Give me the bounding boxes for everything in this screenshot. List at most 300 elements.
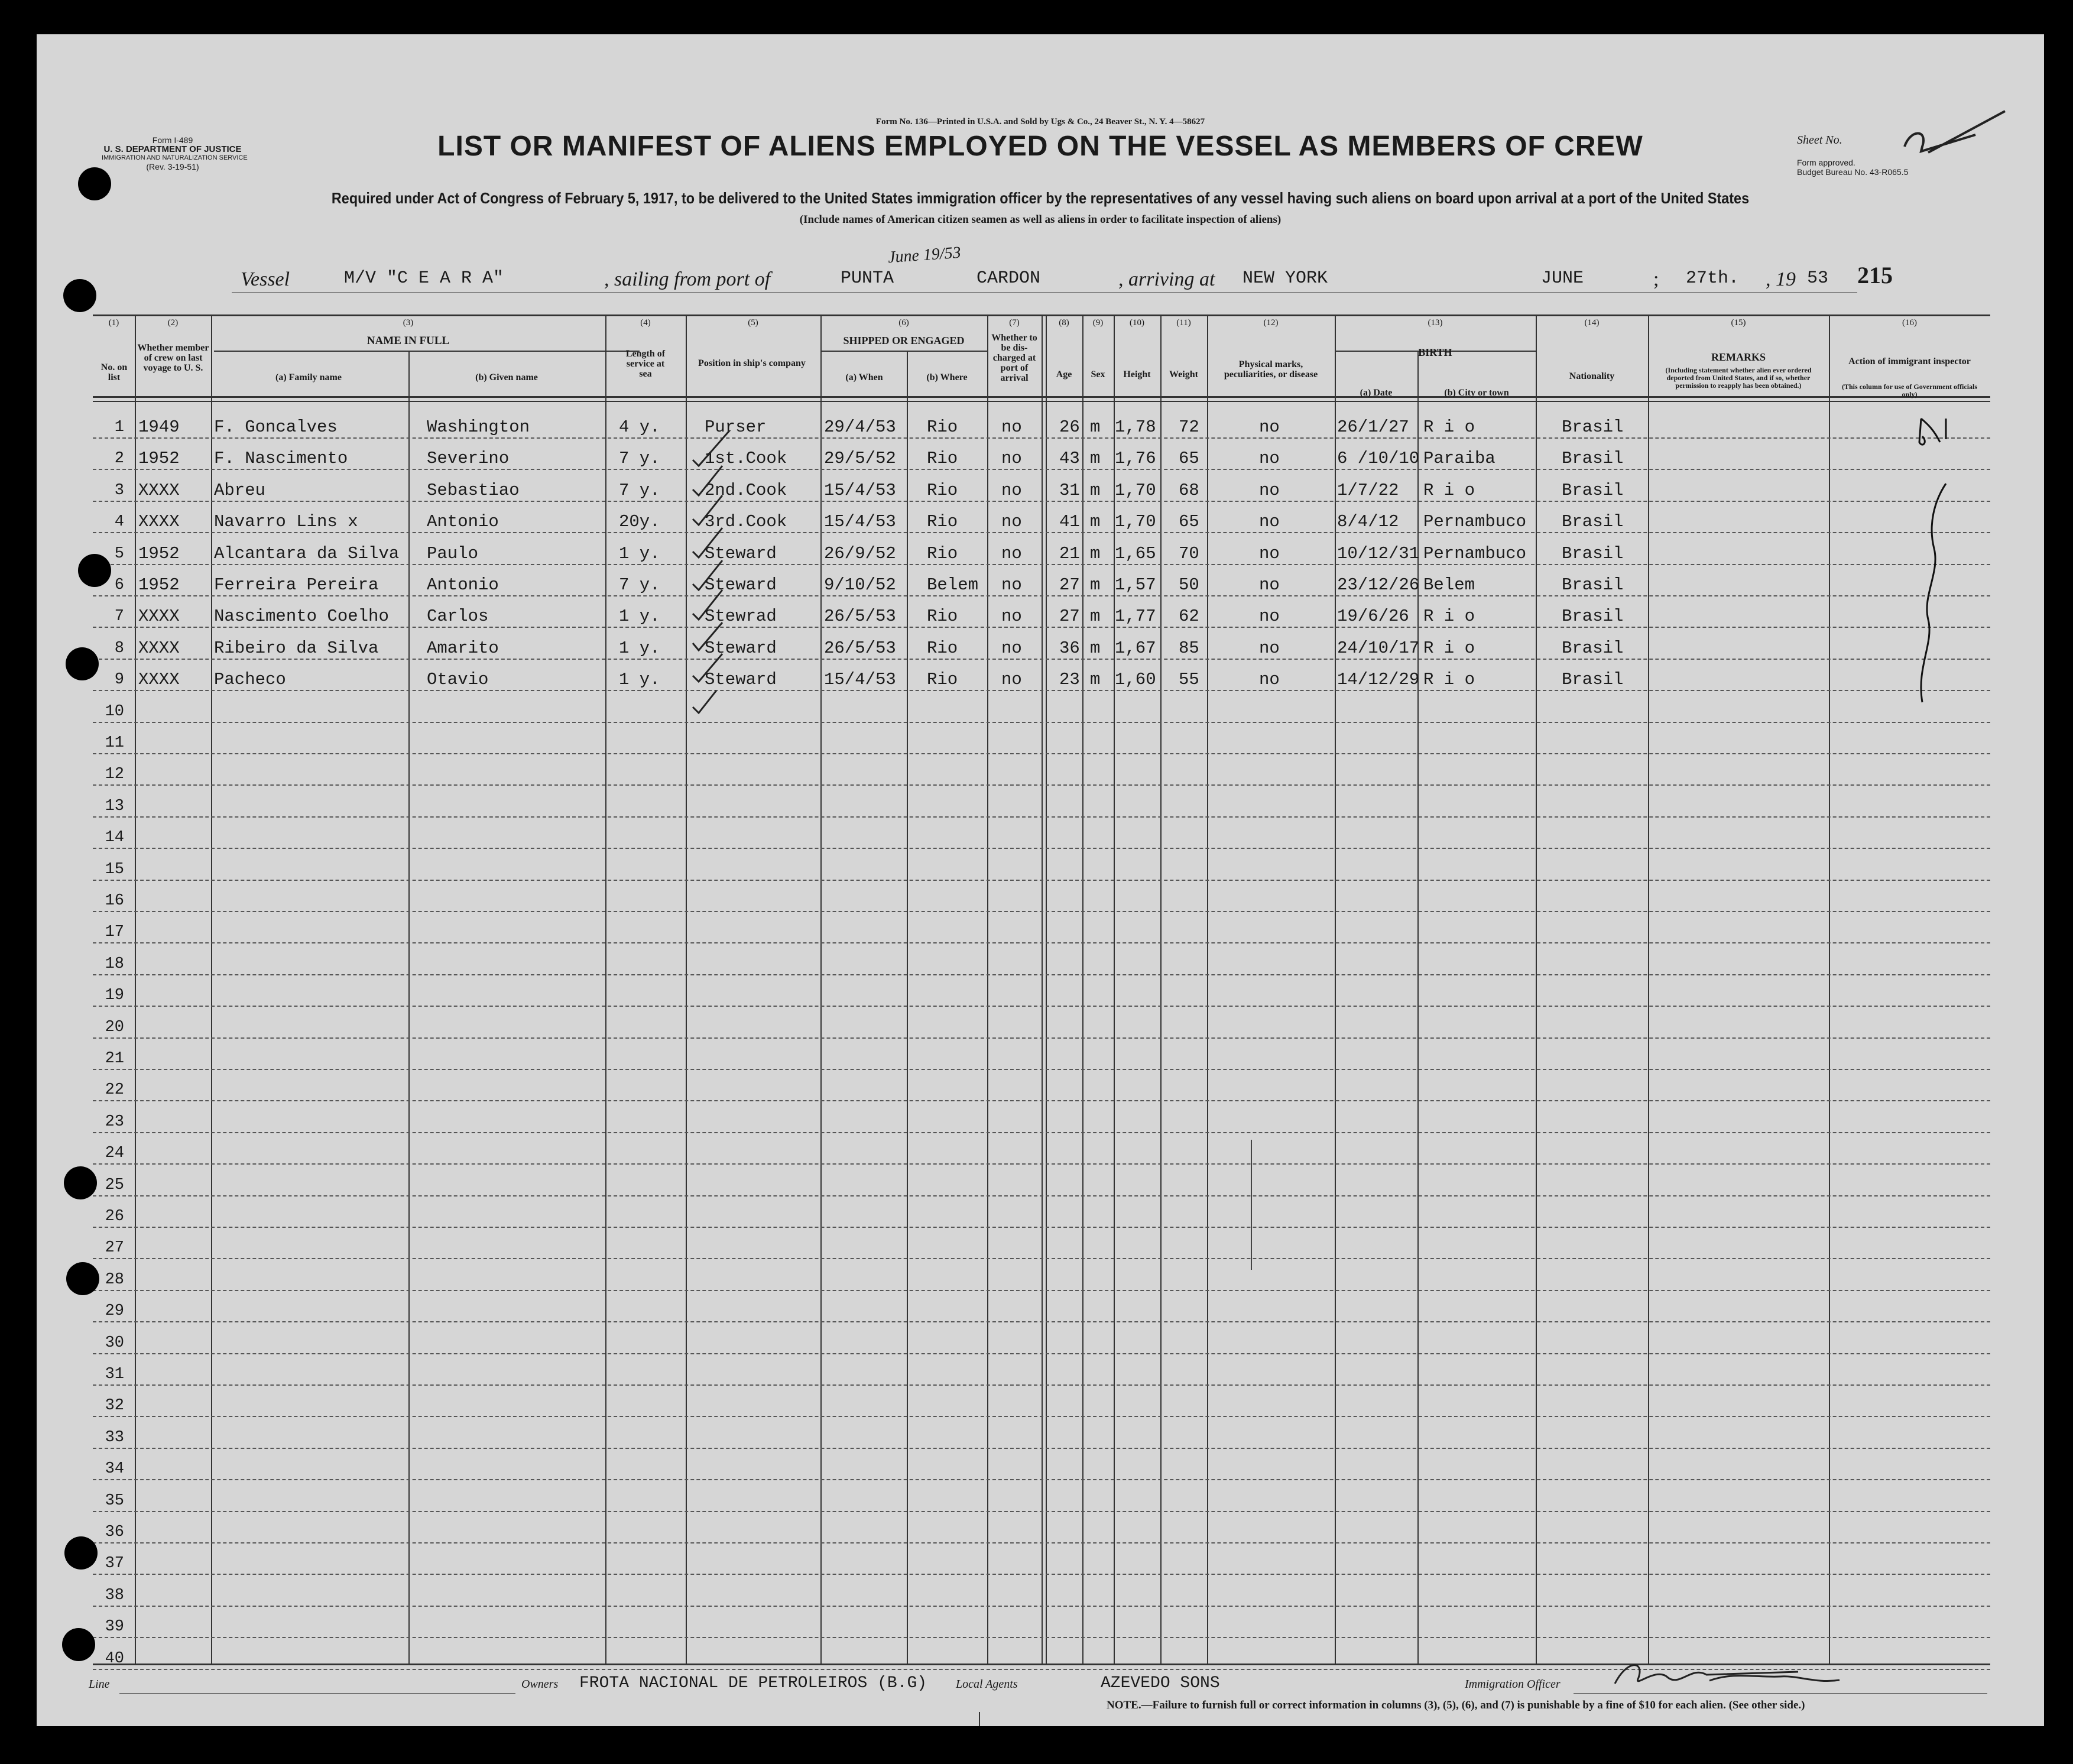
col-line-3 [605,314,606,1664]
header-action-note: (This column for use of Government officials only) [1841,382,1978,398]
shipped-when-cell: 29/4/53 [824,417,896,437]
sex-cell: m [1090,638,1101,658]
row-number: 38 [105,1586,124,1604]
position-cell: 3rd.Cook [705,512,787,532]
birth-city-cell: Paraiba [1423,449,1495,469]
shipped-where-cell: Belem [927,575,979,595]
col-line-14 [1648,314,1649,1664]
shipped-when-cell: 29/5/52 [824,449,896,469]
row-ruling [93,1479,1990,1480]
nationality-cell: Brasil [1562,670,1624,690]
row-ruling [93,1321,1990,1322]
col-line-5 [820,314,822,1664]
row-number: 29 [105,1302,124,1321]
service-length-cell: 1 y. [619,543,660,563]
shipped-where-cell: Rio [927,512,958,532]
page-title: LIST OR MANIFEST OF ALIENS EMPLOYED ON THE VESSEL AS MEMBERS OF CREW [437,131,1643,162]
weight-cell: 62 [1179,607,1199,627]
age-cell: 36 [1059,638,1080,658]
manifest-sheet [37,34,2044,1726]
height-cell: 1,78 [1115,417,1156,437]
given-name-cell: Paulo [427,543,479,563]
service-length-cell: 1 y. [619,670,660,690]
row-ruling [93,1006,1990,1007]
colnum-14: (14) [1584,318,1600,327]
last-voyage-cell: XXXX [138,638,180,658]
footer-note: NOTE.—Failure to furnish full or correct information in columns (3), (5), (6), and (7) is punishable by a fine of $10 for each alien. (See other side.) [1107,1699,1805,1711]
row-number: 40 [105,1649,124,1668]
shipped-when-cell: 15/4/53 [824,512,896,532]
col-line-7 [1042,314,1043,1664]
row-number: 16 [105,892,124,910]
footer-agents: AZEVEDO SONS [1101,1674,1220,1692]
physical-marks-cell: no [1259,480,1280,500]
row-ruling [93,816,1990,818]
sex-cell: m [1090,575,1101,595]
birth-date-cell: 26/1/27 [1337,417,1409,437]
colnum-9: (9) [1092,318,1104,327]
vessel-underline [232,292,1857,293]
family-name-cell: Nascimento Coelho [214,607,389,627]
discharged-cell: no [1001,480,1022,500]
header-shipped-engaged: SHIPPED OR ENGAGED [843,335,965,346]
shipped-when-cell: 26/5/53 [824,607,896,627]
shipped-where-cell: Rio [927,417,958,437]
birth-date-cell: 8/4/12 [1337,512,1399,532]
birth-city-cell: Pernambuco [1423,543,1527,563]
row-ruling [93,1163,1990,1165]
discharged-cell: no [1001,638,1022,658]
family-name-cell: Pacheco [214,670,286,690]
shipped-when-cell: 15/4/53 [824,670,896,690]
age-cell: 43 [1059,449,1080,469]
header-height: Height [1123,369,1151,380]
row-ruling [93,1290,1990,1291]
header-where: (b) Where [926,372,968,382]
birth-date-cell: 6 /10/10 [1337,449,1420,469]
colnum-2: (2) [167,318,179,327]
discharged-cell: no [1001,575,1022,595]
row-number: 17 [105,923,124,942]
col-line-11 [1207,314,1208,1664]
nationality-cell: Brasil [1562,417,1624,437]
header-last-voyage: Whether member of crew on last voyage to U. S. [137,343,209,373]
form-approved: Form approved. [1797,158,1855,167]
row-ruling [93,1100,1990,1101]
row-number: 35 [105,1491,124,1510]
weight-cell: 50 [1179,575,1199,595]
weight-cell: 65 [1179,449,1199,469]
family-name-cell: Abreu [214,480,266,500]
footer-officer-label: Immigration Officer [1465,1678,1561,1691]
sex-cell: m [1090,670,1101,690]
colnum-16: (16) [1902,318,1917,327]
row-number: 25 [105,1176,124,1194]
birth-city-cell: R i o [1423,638,1475,658]
row-number: 30 [105,1334,124,1352]
row-ruling [93,753,1990,754]
row-number: 9 [114,671,124,689]
given-name-cell: Severino [427,449,510,469]
officer-signature [1603,1654,1851,1695]
header-weight: Weight [1169,369,1198,380]
weight-cell: 72 [1179,417,1199,437]
birth-city-cell: R i o [1423,480,1475,500]
shipped-when-cell: 26/9/52 [824,543,896,563]
row-ruling [93,911,1990,912]
row-number: 13 [105,797,124,815]
sex-cell: m [1090,449,1101,469]
header-sex: Sex [1091,369,1105,380]
row-ruling [93,437,1990,439]
sex-cell: m [1090,607,1101,627]
header-birth-date: (a) Date [1360,388,1393,398]
print-line: Form No. 136—Printed in U.S.A. and Sold by Ugs & Co., 24 Beaver St., N. Y. 4—58627 [875,117,1205,127]
row-ruling [93,1195,1990,1196]
header-length-of-service: Length of service at sea [625,349,666,379]
colnum-8: (8) [1059,318,1069,327]
year-prefix: , 19 [1766,268,1796,290]
last-voyage-cell: 1949 [138,417,180,437]
colnum-12: (12) [1263,318,1279,327]
port-from-a: PUNTA [841,268,894,288]
arriving-label: , arriving at [1118,268,1215,290]
age-cell: 41 [1059,512,1080,532]
colnum-13: (13) [1428,318,1443,327]
row-ruling [93,1606,1990,1607]
check-marks [687,430,746,726]
height-cell: 1,57 [1115,575,1156,595]
birth-date-cell: 14/12/29 [1337,670,1420,690]
last-voyage-cell: 1952 [138,449,180,469]
row-ruling [93,1448,1990,1449]
shipped-where-cell: Rio [927,670,958,690]
row-number: 32 [105,1397,124,1415]
row-ruling [93,659,1990,660]
row-ruling [93,501,1990,502]
row-number: 2 [114,450,124,468]
row-number: 4 [114,513,124,531]
year-suffix: 53 [1807,268,1829,288]
row-ruling [93,974,1990,975]
given-name-cell: Otavio [427,670,489,690]
row-number: 31 [105,1366,124,1383]
physical-marks-cell: no [1259,638,1280,658]
age-cell: 26 [1059,417,1080,437]
last-voyage-cell: XXXX [138,480,180,500]
physical-marks-cell: no [1259,543,1280,563]
sex-cell: m [1090,417,1101,437]
sex-cell: m [1090,480,1101,500]
nationality-cell: Brasil [1562,638,1624,658]
birth-city-cell: R i o [1423,417,1475,437]
family-name-cell: Navarro Lins x [214,512,358,532]
semicolon: ; [1653,268,1659,290]
row-number: 7 [114,608,124,626]
birth-date-cell: 10/12/31 [1337,543,1420,563]
punch-hole [78,167,111,200]
age-cell: 21 [1059,543,1080,563]
birth-date-cell: 1/7/22 [1337,480,1399,500]
last-voyage-cell: 1952 [138,575,180,595]
header-physical-marks: Physical marks, peculiarities, or disease [1224,359,1318,380]
header-position: Position in ship's company [698,358,806,368]
birth-city-cell: R i o [1423,670,1475,690]
shipped-where-cell: Rio [927,449,958,469]
row-ruling [93,1353,1990,1354]
row-number: 37 [105,1555,124,1573]
birth-date-cell: 19/6/26 [1337,607,1409,627]
col-line-10 [1160,314,1162,1664]
position-cell: Steward [705,543,777,563]
punch-hole [64,1536,98,1570]
department-name: U. S. DEPARTMENT OF JUSTICE [103,144,242,154]
arrival-day: 27th. [1686,268,1740,288]
shipped-where-cell: Rio [927,638,958,658]
page-subtitle: Required under Act of Congress of February 5, 1917, to be delivered to the United States immigration officer by the representatives of any vessel having such aliens on board upon arrival at a port of the United States [331,189,1750,207]
header-nationality: Nationality [1569,371,1615,381]
sheet-label: Sheet No. [1797,134,1842,147]
given-name-cell: Carlos [427,607,489,627]
row-number: 23 [105,1113,124,1131]
form-revision: (Rev. 3-19-51) [146,162,199,171]
row-number: 11 [105,734,124,752]
row-number: 27 [105,1239,124,1257]
family-name-cell: F. Goncalves [214,417,338,437]
birth-date-cell: 23/12/26 [1337,575,1420,595]
physical-marks-cell: no [1259,512,1280,532]
inspector-scribble [1857,407,1964,726]
col-line-12 [1335,314,1336,1664]
row-ruling [93,690,1990,691]
row-ruling [93,627,1990,628]
col-line-3a [408,351,410,1664]
small-tick [979,1712,980,1726]
port-from-b: CARDON [977,268,1041,288]
colnum-3: (3) [403,318,414,327]
footer-owners: FROTA NACIONAL DE PETROLEIROS (B.G) [579,1674,927,1692]
sailing-label: , sailing from port of [604,268,771,290]
physical-marks-cell: no [1259,575,1280,595]
position-cell: Steward [705,575,777,595]
height-cell: 1,70 [1115,512,1156,532]
row-ruling [93,1384,1990,1386]
physical-marks-cell: no [1259,670,1280,690]
row-ruling [93,848,1990,849]
footer-agents-label: Local Agents [956,1678,1018,1691]
colnum-1: (1) [108,318,119,327]
row-number: 15 [105,860,124,878]
position-cell: Steward [705,670,777,690]
header-when: (a) When [845,372,883,382]
height-cell: 1,65 [1115,543,1156,563]
sheet-number-handwritten [1893,105,2011,158]
nationality-cell: Brasil [1562,480,1624,500]
age-cell: 27 [1059,575,1080,595]
row-ruling [93,532,1990,533]
header-name-in-full: NAME IN FULL [366,335,450,347]
discharged-cell: no [1001,670,1022,690]
service-length-cell: 7 y. [619,575,660,595]
col-line-7b [1046,314,1047,1664]
sex-cell: m [1090,543,1101,563]
row-number: 18 [105,955,124,973]
shipped-when-cell: 26/5/53 [824,638,896,658]
punch-hole [64,1166,97,1199]
budget-bureau: Budget Bureau No. 43-R065.5 [1797,167,1909,177]
footer-owners-label: Owners [521,1678,559,1691]
header-no-on-list: No. on list [100,362,128,382]
stray-pen-mark [1251,1140,1252,1270]
row-number: 21 [105,1050,124,1068]
birth-date-cell: 24/10/17 [1337,638,1420,658]
row-number: 8 [114,639,124,657]
row-number: 24 [105,1144,124,1163]
row-ruling [93,1637,1990,1638]
age-cell: 31 [1059,480,1080,500]
row-ruling [93,469,1990,470]
row-ruling [93,1542,1990,1543]
nationality-cell: Brasil [1562,575,1624,595]
punch-hole [62,1628,95,1661]
discharged-cell: no [1001,449,1022,469]
discharged-cell: no [1001,543,1022,563]
col-line-6a [907,351,908,1664]
height-cell: 1,60 [1115,670,1156,690]
header-remarks-note: (Including statement whether alien ever ordered deported from United States, and if so, whether permission to reapply has been obtained.) [1665,366,1812,390]
row-number: 5 [114,544,124,563]
shipped-where-cell: Rio [927,543,958,563]
colnum-7: (7) [1009,318,1020,327]
birth-city-cell: R i o [1423,607,1475,627]
row-ruling [93,1416,1990,1417]
given-name-cell: Antonio [427,512,499,532]
colnum-5: (5) [748,318,758,327]
form-id: Form I-489 [152,135,193,145]
physical-marks-cell: no [1259,607,1280,627]
row-ruling [93,722,1990,723]
arrival-month: JUNE [1541,268,1584,288]
family-name-cell: F. Nascimento [214,449,348,469]
service-length-cell: 7 y. [619,480,660,500]
row-number: 36 [105,1523,124,1541]
header-discharged: Whether to be dis-charged at port of arrival [991,333,1037,383]
row-number: 34 [105,1460,124,1478]
shipped-subheader-line [820,351,987,352]
position-cell: Steward [705,638,777,658]
position-cell: 1st.Cook [705,449,787,469]
shipped-where-cell: Rio [927,607,958,627]
service-length-cell: 20y. [619,512,660,532]
given-name-cell: Amarito [427,638,499,658]
officer-underline [1574,1693,1987,1694]
row-number: 22 [105,1081,124,1100]
row-ruling [93,784,1990,786]
height-cell: 1,77 [1115,607,1156,627]
height-cell: 1,67 [1115,638,1156,658]
physical-marks-cell: no [1259,417,1280,437]
vessel-label: Vessel [241,268,290,290]
punch-hole [66,647,99,680]
header-age: Age [1056,369,1072,380]
row-number: 28 [105,1270,124,1289]
port-to: NEW YORK [1242,268,1328,288]
given-name-cell: Antonio [427,575,499,595]
sex-cell: m [1090,512,1101,532]
colnum-4: (4) [640,318,651,327]
row-number: 10 [105,702,124,721]
line-underline [119,1693,515,1694]
row-number: 39 [105,1618,124,1636]
shipped-when-cell: 9/10/52 [824,575,896,595]
discharged-cell: no [1001,607,1022,627]
weight-cell: 65 [1179,512,1199,532]
col-line-15 [1829,314,1830,1664]
handwritten-date: June 19/53 [887,243,962,267]
header-birth-city: (b) City or town [1444,388,1509,398]
shipped-when-cell: 15/4/53 [824,480,896,500]
vessel-name: M/V "C E A R A" [344,268,504,288]
service-length-cell: 7 y. [619,449,660,469]
service-length-cell: 1 y. [619,638,660,658]
row-number: 26 [105,1208,124,1225]
row-ruling [93,1258,1990,1259]
header-remarks: REMARKS [1711,351,1766,363]
row-number: 12 [105,766,124,784]
row-number: 6 [114,576,124,594]
header-family-name: (a) Family name [275,372,342,382]
weight-cell: 55 [1179,670,1199,690]
row-number: 20 [105,1018,124,1036]
nationality-cell: Brasil [1562,512,1624,532]
footer-line-label: Line [89,1678,110,1691]
weight-cell: 68 [1179,480,1199,500]
height-cell: 1,76 [1115,449,1156,469]
service-length-cell: 4 y. [619,417,660,437]
last-voyage-cell: XXXX [138,607,180,627]
age-cell: 23 [1059,670,1080,690]
col-line-1 [135,314,136,1664]
family-name-cell: Alcantara da Silva [214,543,400,563]
punch-hole [66,1262,99,1295]
punch-hole [78,554,111,587]
weight-cell: 70 [1179,543,1199,563]
weight-cell: 85 [1179,638,1199,658]
colnum-15: (15) [1731,318,1746,327]
header-given-name: (b) Given name [475,372,538,382]
col-line-6 [987,314,988,1664]
row-ruling [93,1511,1990,1512]
last-voyage-cell: XXXX [138,670,180,690]
row-number: 33 [105,1428,124,1447]
birth-city-cell: Belem [1423,575,1475,595]
name-subheader-line [214,351,640,352]
service-name: IMMIGRATION AND NATURALIZATION SERVICE [102,154,248,161]
given-name-cell: Washington [427,417,530,437]
shipped-where-cell: Rio [927,480,958,500]
row-number: 14 [105,829,124,847]
row-ruling [93,880,1990,881]
header-birth: BIRTH [1418,346,1452,358]
position-cell: Purser [705,417,767,437]
nationality-cell: Brasil [1562,543,1624,563]
stamp-number: 215 [1857,262,1893,288]
row-ruling [93,1069,1990,1070]
age-cell: 27 [1059,607,1080,627]
row-number: 19 [105,987,124,1005]
nationality-cell: Brasil [1562,607,1624,627]
row-number: 3 [114,481,124,500]
